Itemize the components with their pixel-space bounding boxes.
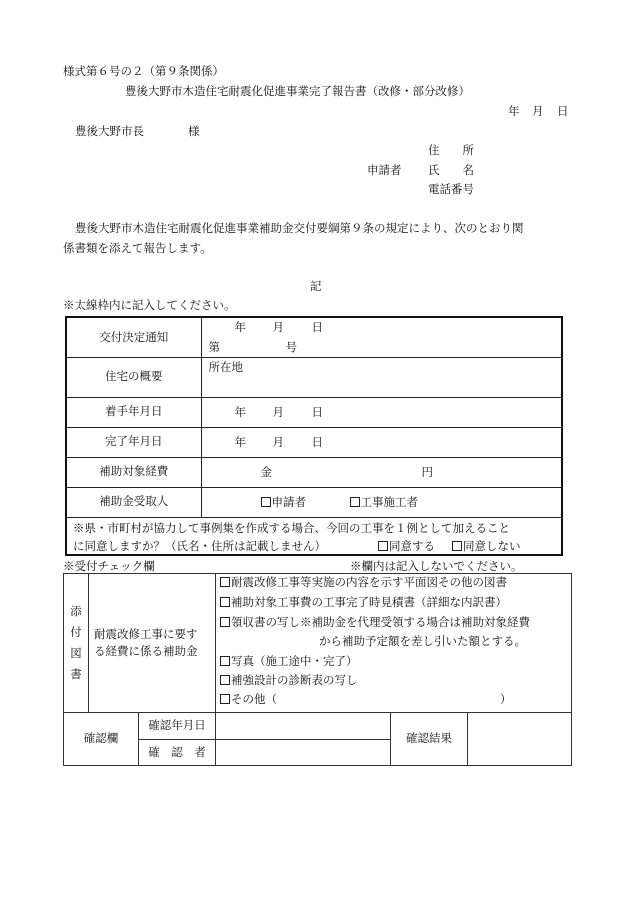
other-checkbox[interactable] <box>220 694 230 704</box>
attached-docs-label: 添 付 図 書 <box>64 574 89 713</box>
consent-row <box>66 517 562 555</box>
date-day: 日 <box>557 104 569 118</box>
checklist-item-photos[interactable]: 写真（施工途中・完了） <box>220 656 358 668</box>
fill-note: ※太線枠内に記入してください。 <box>63 298 236 312</box>
applicant-role-label: 申請者 <box>367 163 402 177</box>
consent-yes-checkbox[interactable] <box>378 541 388 551</box>
subsidy-category-line1: 耐震改修工事に要す <box>94 627 198 641</box>
consent-no-text: 同意しない <box>463 538 521 553</box>
confirm-date-field[interactable] <box>216 713 391 740</box>
receiver-applicant-option[interactable] <box>261 494 307 509</box>
consent-no-option[interactable] <box>452 538 521 553</box>
complete-date-label: 完了年月日 <box>66 427 201 457</box>
complete-day-label: 日 <box>311 434 323 449</box>
other-close-paren: ） <box>500 692 512 706</box>
location-label: 所在地 <box>208 359 243 374</box>
subsidy-category-line2: る経費に係る補助金 <box>94 644 198 658</box>
start-date-field[interactable] <box>201 397 562 427</box>
diagnosis-checkbox[interactable] <box>220 675 230 685</box>
start-month-label: 月 <box>272 404 284 419</box>
photos-checkbox[interactable] <box>220 656 230 666</box>
estimate-checkbox[interactable] <box>220 597 230 607</box>
consent-yes-text: 同意する <box>389 538 435 553</box>
confirm-result-field[interactable] <box>468 713 572 766</box>
complete-year-label: 年 <box>234 434 246 449</box>
document-checklist <box>216 574 572 713</box>
confirm-result-label: 確認結果 <box>391 713 468 766</box>
checklist-item-receipt[interactable]: 領収書の写し※補助金を代理受領する場合は補助対象経費 <box>220 617 530 629</box>
receiver-field <box>201 487 562 517</box>
cost-label: 補助対象経費 <box>66 457 201 487</box>
receiver-label: 補助金受取人 <box>66 487 201 517</box>
checklist-item-estimate[interactable]: 補助対象工事費の工事完了時見積書（詳細な内訳書） <box>220 597 507 609</box>
confirmer-label: 確 認 者 <box>139 740 216 766</box>
confirm-date-label: 確認年月日 <box>139 713 216 740</box>
phone-label: 電話番号 <box>428 182 474 196</box>
consent-yes-option[interactable] <box>378 538 435 553</box>
receiver-contractor-text: 工事施工者 <box>360 494 418 509</box>
decision-number-suffix: 号 <box>285 340 297 354</box>
date-year: 年 <box>508 104 520 118</box>
document-title: 豊後大野市木造住宅耐震化促進事業完了報告書（改修・部分改修） <box>125 84 470 98</box>
decision-number-prefix: 第 <box>208 340 220 354</box>
checklist-item-receipt-cont: から補助予定額を差し引いた額とする。 <box>319 634 526 648</box>
checklist-item-diagnosis[interactable]: 補強設計の診断表の写し <box>220 675 358 687</box>
confirm-section-label: 確認欄 <box>64 713 139 766</box>
form-number: 様式第６号の２（第９条関係） <box>63 64 224 78</box>
cost-kin-label: 金 <box>260 464 272 479</box>
receiver-contractor-checkbox[interactable] <box>350 497 360 507</box>
receiver-applicant-text: 申請者 <box>271 494 306 509</box>
decision-label: 交付決定通知 <box>66 317 201 357</box>
subsidy-category <box>89 574 216 713</box>
consent-line2: に同意しますか？（氏名・住所は記載しません） <box>73 538 326 553</box>
checklist-item-other[interactable]: その他（ <box>220 694 277 706</box>
name-label: 氏 名 <box>428 163 474 177</box>
address-label: 住 所 <box>428 143 474 157</box>
start-date-label: 着手年月日 <box>66 397 201 427</box>
decision-month-label: 月 <box>272 320 284 334</box>
do-not-fill-note: ※欄内は記入しないでください。 <box>350 559 523 573</box>
receiver-applicant-checkbox[interactable] <box>261 497 271 507</box>
confirmer-field[interactable] <box>216 740 391 766</box>
report-paragraph-line1: 豊後大野市木造住宅耐震化促進事業補助金交付要綱第９条の規定により、次のとおり関 <box>75 221 524 235</box>
check-section-note: ※受付チェック欄 <box>63 559 155 573</box>
start-day-label: 日 <box>311 404 323 419</box>
check-table <box>63 573 572 766</box>
consent-line1: ※県・市町村が協力して事例集を作成する場合、今回の工事を１例として加えること <box>73 520 510 535</box>
date-month: 月 <box>532 104 544 118</box>
house-location-field[interactable] <box>201 357 562 397</box>
house-summary-label: 住宅の概要 <box>66 357 201 397</box>
checklist-item-floor-plan[interactable]: 耐震改修工事等実施の内容を示す平面図その他の図書 <box>220 577 507 589</box>
start-year-label: 年 <box>234 404 246 419</box>
addressee-suffix: 様 <box>188 124 200 138</box>
receiver-contractor-option[interactable] <box>350 494 419 509</box>
floor-plan-checkbox[interactable] <box>220 577 230 587</box>
ki-heading: 記 <box>310 279 322 293</box>
report-paragraph-line2: 係書類を添えて報告します。 <box>63 241 212 255</box>
decision-field[interactable] <box>201 317 562 357</box>
receipt-checkbox[interactable] <box>220 617 230 627</box>
decision-day-label: 日 <box>311 320 323 334</box>
main-form-table <box>65 316 563 556</box>
cost-yen-label: 円 <box>421 464 433 479</box>
complete-date-field[interactable] <box>201 427 562 457</box>
addressee: 豊後大野市長 <box>75 124 144 138</box>
cost-field[interactable] <box>201 457 562 487</box>
consent-no-checkbox[interactable] <box>452 541 462 551</box>
complete-month-label: 月 <box>272 434 284 449</box>
decision-year-label: 年 <box>234 320 246 334</box>
